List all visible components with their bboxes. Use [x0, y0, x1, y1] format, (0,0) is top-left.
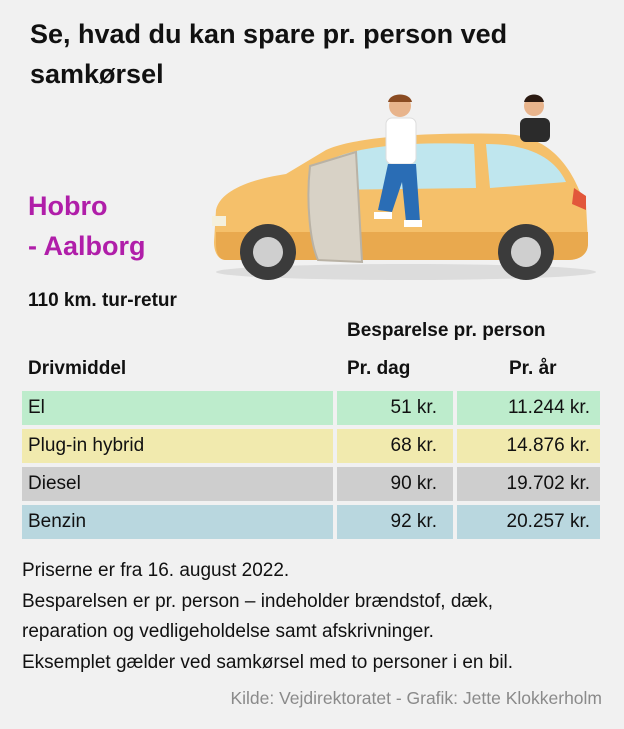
footnote-line: reparation og vedligeholdelse samt afskrivninger.: [22, 621, 434, 642]
cell-year: 14.876 kr.: [457, 429, 600, 463]
cell-day: 51 kr.: [337, 391, 453, 425]
footnote-line: Eksemplet gælder ved samkørsel med to personer i en bil.: [22, 651, 514, 673]
cell-year: 11.244 kr.: [457, 391, 600, 425]
source-credit: Kilde: Vejdirektoratet - Grafik: Jette Klokkerholm: [230, 688, 602, 708]
route-from: Hobro: [28, 191, 108, 221]
savings-table: [22, 391, 600, 543]
footnote-line: Besparelsen er pr. person – indeholder brændstof, dæk,: [22, 590, 494, 612]
table-row: [22, 429, 600, 463]
column-header-day: Pr. dag: [347, 358, 411, 379]
savings-group-header: Besparelse pr. person: [347, 320, 546, 341]
route-to: - Aalborg: [28, 231, 146, 261]
cell-day: 68 kr.: [337, 429, 453, 463]
page-title: Se, hvad du kan spare pr. person ved samkørsel: [30, 19, 508, 89]
car-illustration: [206, 92, 598, 292]
table-row: [22, 467, 600, 501]
cell-fuel: Diesel: [22, 467, 333, 501]
cell-year: 19.702 kr.: [457, 467, 600, 501]
footnote-line: Priserne er fra 16. august 2022.: [22, 560, 290, 581]
cell-fuel: Plug-in hybrid: [22, 429, 333, 463]
cell-year: 20.257 kr.: [457, 505, 600, 539]
footnotes: [22, 556, 612, 678]
cell-fuel: El: [22, 391, 333, 425]
column-header-fuel: Drivmiddel: [28, 358, 127, 379]
table-row: [22, 505, 600, 539]
route-label: [28, 186, 146, 266]
distance-label: 110 km. tur-retur: [28, 290, 177, 311]
cell-day: 92 kr.: [337, 505, 453, 539]
column-header-year: Pr. år: [509, 358, 557, 379]
table-row: [22, 391, 600, 425]
cell-day: 90 kr.: [337, 467, 453, 501]
cell-fuel: Benzin: [22, 505, 333, 539]
